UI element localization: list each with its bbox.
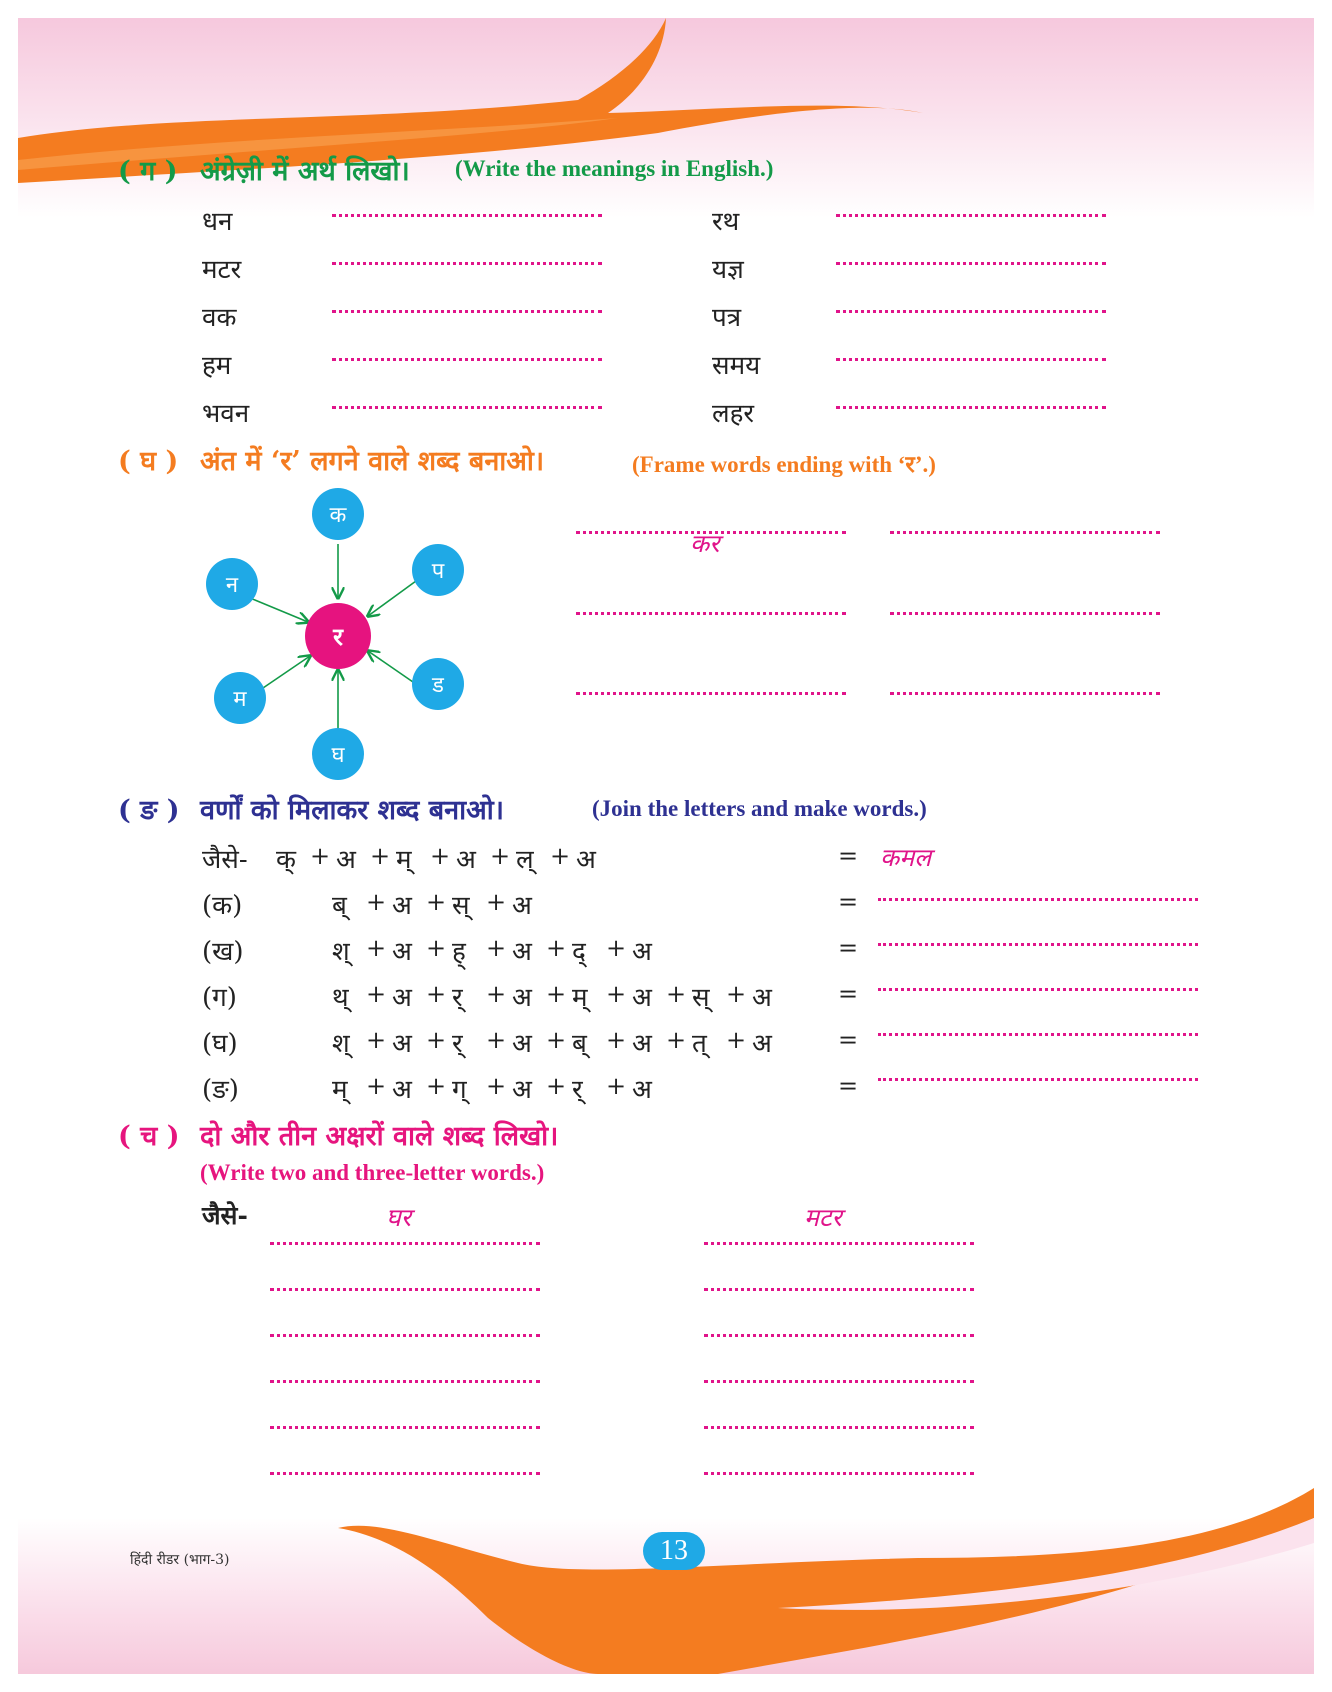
frame-word-blank-2[interactable] [890, 531, 1160, 534]
section-cha-marker: ( च ) [118, 1121, 180, 1152]
frame-word-blank-5[interactable] [576, 692, 846, 695]
join-letter: म् [572, 983, 588, 1013]
join-letter: अ [392, 1075, 412, 1105]
plus-sign: + [426, 1026, 447, 1054]
plus-sign: + [546, 980, 567, 1008]
plus-sign: + [370, 842, 391, 870]
three-letter-blank-2[interactable] [704, 1288, 974, 1291]
join-row-label: (ङ) [202, 1075, 239, 1105]
section-ga-title-english: (Write the meanings in English.) [455, 156, 774, 181]
join-letter: अ [632, 937, 652, 967]
letter-circle-na: न [206, 558, 258, 610]
join-letter: द् [572, 937, 586, 967]
join-letter: अ [752, 983, 772, 1013]
page-number-badge: 13 [643, 1532, 705, 1570]
plus-sign: + [426, 1072, 447, 1100]
meaning-word-right-3: पत्र [712, 303, 742, 333]
two-letter-blank-5[interactable] [270, 1426, 540, 1429]
plus-sign: + [606, 1072, 627, 1100]
letter-circle-gha: घ [312, 728, 364, 780]
plus-sign: + [366, 1072, 387, 1100]
plus-sign: + [486, 888, 507, 916]
plus-sign: + [366, 980, 387, 1008]
join-letter: अ [512, 983, 532, 1013]
join-letter: थ् [332, 983, 349, 1013]
plus-sign: + [486, 980, 507, 1008]
plus-sign: + [310, 842, 331, 870]
frame-word-blank-4[interactable] [890, 612, 1160, 615]
join-letter: अ [512, 937, 532, 967]
meaning-word-right-1: रथ [712, 207, 740, 237]
two-letter-blank-6[interactable] [270, 1472, 540, 1475]
frame-word-example-answer: कर [690, 529, 720, 558]
plus-sign: + [490, 842, 511, 870]
section-nga-marker: ( ङ ) [118, 795, 180, 826]
plus-sign: + [426, 980, 447, 1008]
plus-sign: + [546, 1026, 567, 1054]
plus-sign: + [550, 842, 571, 870]
plus-sign: + [430, 842, 451, 870]
join-letter: ब् [572, 1029, 587, 1059]
cha-example-two-letter: घर [386, 1203, 412, 1232]
join-letter: अ [392, 1029, 412, 1059]
two-letter-blank-1[interactable] [270, 1242, 540, 1245]
plus-sign: + [426, 888, 447, 916]
section-gha-title-english: (Frame words ending with ‘र’.) [632, 452, 936, 477]
plus-sign: + [486, 934, 507, 962]
join-answer-blank-2[interactable] [878, 943, 1198, 946]
join-letter: अ [392, 937, 412, 967]
join-answer-blank-4[interactable] [878, 1033, 1198, 1036]
join-example-label: जैसे- [202, 845, 248, 875]
plus-sign: + [486, 1026, 507, 1054]
join-letter: अ [632, 1029, 652, 1059]
plus-sign: + [606, 980, 627, 1008]
join-example-letter: ल् [516, 845, 534, 875]
letter-circle-ma: म [214, 672, 266, 724]
join-letter: स् [452, 891, 470, 921]
letter-circle-ka: क [312, 488, 364, 540]
plus-sign: + [606, 934, 627, 962]
join-letter: ह् [452, 937, 466, 967]
equals-sign: = [838, 1026, 859, 1054]
join-row-label: (घ) [202, 1029, 238, 1059]
join-letter: म् [332, 1075, 348, 1105]
three-letter-blank-1[interactable] [704, 1242, 974, 1245]
join-answer-blank-5[interactable] [878, 1078, 1198, 1081]
join-letter: र् [452, 1029, 463, 1059]
join-example-letter: म् [396, 845, 412, 875]
join-letter: ग् [452, 1075, 467, 1105]
join-example-letter: अ [576, 845, 596, 875]
meaning-word-right-5: लहर [712, 399, 755, 429]
section-ga-title-hindi: अंग्रेज़ी में अर्थ लिखो। [200, 156, 410, 187]
equals-sign: = [838, 1072, 859, 1100]
plus-sign: + [606, 1026, 627, 1054]
frame-word-blank-6[interactable] [890, 692, 1160, 695]
three-letter-blank-6[interactable] [704, 1472, 974, 1475]
join-letter: श् [332, 1029, 350, 1059]
letter-circle-center-ra: र [305, 603, 371, 669]
meaning-word-left-2: मटर [202, 255, 242, 285]
join-letter: ब् [332, 891, 347, 921]
join-letter: अ [632, 983, 652, 1013]
join-answer-blank-3[interactable] [878, 988, 1198, 991]
cha-example-label: जैसे- [202, 1201, 248, 1230]
section-cha-title-hindi: दो और तीन अक्षरों वाले शब्द लिखो। [200, 1121, 559, 1152]
join-example-letter: अ [456, 845, 476, 875]
join-letter: अ [632, 1075, 652, 1105]
plus-sign: + [366, 1026, 387, 1054]
plus-sign: + [426, 934, 447, 962]
meaning-word-right-4: समय [712, 351, 761, 381]
equals-sign: = [838, 888, 859, 916]
plus-sign: + [366, 888, 387, 916]
join-example-letter: क् [276, 845, 296, 875]
join-example-letter: अ [336, 845, 356, 875]
join-letter: अ [512, 1075, 532, 1105]
frame-word-blank-3[interactable] [576, 612, 846, 615]
cha-example-three-letter: मटर [804, 1203, 842, 1232]
join-letter: श् [332, 937, 350, 967]
plus-sign: + [546, 934, 567, 962]
two-letter-blank-3[interactable] [270, 1334, 540, 1337]
plus-sign: + [726, 1026, 747, 1054]
join-letter: त् [692, 1029, 707, 1059]
footer-book-title: हिंदी रीडर (भाग-3) [130, 1552, 230, 1568]
join-row-label: (ग) [202, 983, 237, 1013]
two-letter-blank-2[interactable] [270, 1288, 540, 1291]
meaning-word-left-3: वक [202, 303, 237, 333]
meaning-word-left-1: धन [202, 207, 233, 237]
letter-circle-pa: प [412, 544, 464, 596]
letter-circle-da: ड [412, 658, 464, 710]
plus-sign: + [546, 1072, 567, 1100]
section-nga-title-english: (Join the letters and make words.) [592, 796, 927, 821]
join-letter: अ [392, 891, 412, 921]
section-cha-title-english: (Write two and three-letter words.) [200, 1160, 545, 1185]
three-letter-blank-3[interactable] [704, 1334, 974, 1337]
join-answer-blank-1[interactable] [878, 898, 1198, 901]
plus-sign: + [726, 980, 747, 1008]
page [18, 18, 1314, 1674]
plus-sign: + [666, 980, 687, 1008]
section-gha-marker: ( घ ) [118, 446, 179, 477]
section-ga-marker: ( ग ) [118, 156, 178, 187]
plus-sign: + [486, 1072, 507, 1100]
equals-sign: = [838, 980, 859, 1008]
two-letter-blank-4[interactable] [270, 1380, 540, 1383]
plus-sign: + [366, 934, 387, 962]
meaning-word-right-2: यज्ञ [712, 255, 744, 285]
three-letter-blank-5[interactable] [704, 1426, 974, 1429]
three-letter-blank-4[interactable] [704, 1380, 974, 1383]
join-letter: र् [572, 1075, 583, 1105]
equals-sign: = [838, 842, 859, 870]
meaning-word-left-4: हम [202, 351, 232, 381]
meaning-word-left-5: भवन [202, 399, 250, 429]
join-letter: अ [392, 983, 412, 1013]
join-letter: र् [452, 983, 463, 1013]
join-row-label: (क) [202, 891, 243, 921]
join-letter: अ [512, 1029, 532, 1059]
section-nga-title-hindi: वर्णों को मिलाकर शब्द बनाओ। [200, 795, 505, 826]
join-example-answer: कमल [880, 843, 932, 872]
section-gha-title-hindi: अंत में ‘र’ लगने वाले शब्द बनाओ। [200, 446, 545, 477]
plus-sign: + [666, 1026, 687, 1054]
equals-sign: = [838, 934, 859, 962]
join-row-label: (ख) [202, 937, 244, 967]
join-letter: अ [512, 891, 532, 921]
join-letter: स् [692, 983, 710, 1013]
join-letter: अ [752, 1029, 772, 1059]
